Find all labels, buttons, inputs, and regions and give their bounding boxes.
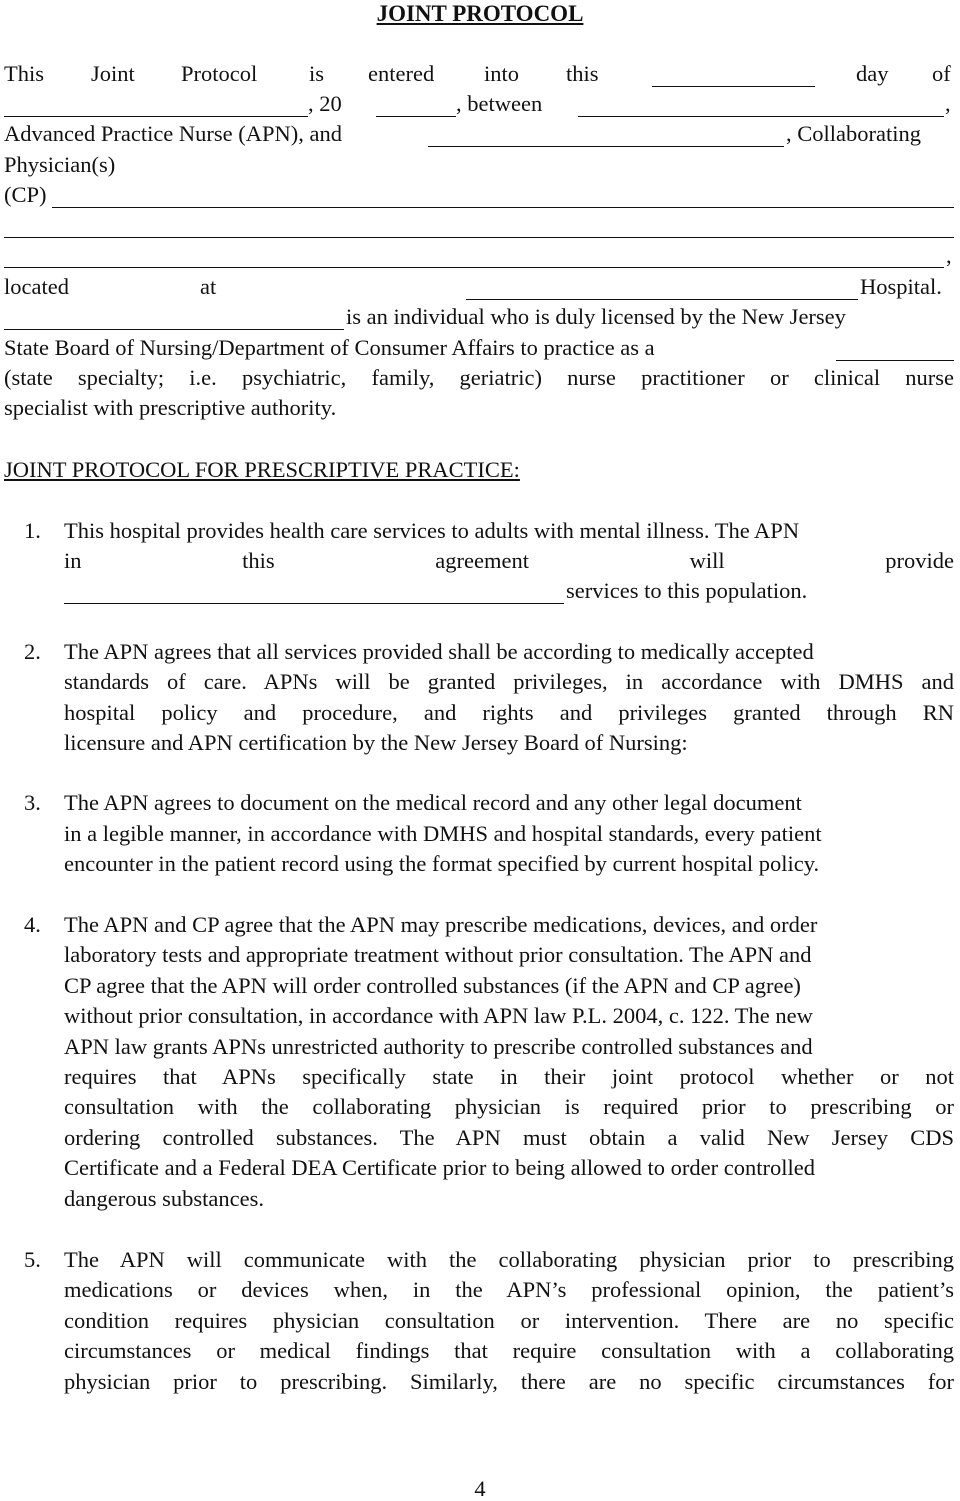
- intro-word: of: [932, 61, 951, 86]
- cp-blank-2[interactable]: [4, 237, 954, 238]
- item-number: 3.: [24, 790, 41, 815]
- item-line: medications or devices when, in the APN’s professional opinion, the patient’s: [64, 1277, 954, 1302]
- page-number: 4: [474, 1476, 486, 1501]
- item-line: The APN and CP agree that the APN may prescribe medications, devices, and order: [64, 912, 818, 937]
- item-line: in this agreement will provide: [64, 548, 954, 573]
- item-line: licensure and APN certification by the New Jersey Board of Nursing:: [64, 730, 688, 755]
- at-text: at: [200, 274, 217, 299]
- cp-blank-1[interactable]: [52, 207, 954, 208]
- item-number: 1.: [24, 518, 41, 543]
- cp-blank-3[interactable]: [4, 267, 944, 268]
- hospital-text: Hospital.: [860, 274, 942, 299]
- item-line: circumstances or medical findings that require consultation with a collaborating: [64, 1338, 954, 1363]
- year-blank[interactable]: [376, 116, 456, 117]
- between-text: , between: [456, 91, 543, 116]
- services-blank[interactable]: [64, 603, 564, 604]
- section-heading: JOINT PROTOCOL FOR PRESCRIPTIVE PRACTICE:: [4, 457, 520, 482]
- intro-word: Joint: [91, 61, 135, 86]
- year-prefix: , 20: [308, 91, 342, 116]
- apn-text: Advanced Practice Nurse (APN), and: [4, 121, 343, 146]
- intro-word: into: [484, 61, 520, 86]
- intro-word: day: [856, 61, 889, 86]
- day-blank[interactable]: [652, 86, 815, 87]
- comma: ,: [946, 243, 952, 268]
- item-number: 5.: [24, 1247, 41, 1272]
- apn-name-blank[interactable]: [578, 116, 944, 117]
- intro-word: is: [309, 61, 325, 86]
- item-line: services to this population.: [566, 578, 808, 603]
- item-line: The APN agrees to document on the medical record and any other legal document: [64, 790, 802, 815]
- item-line: encounter in the patient record using the format specified by current hospital policy.: [64, 851, 820, 876]
- hospital-blank[interactable]: [466, 299, 858, 300]
- item-line: laboratory tests and appropriate treatment without prior consultation. The APN and: [64, 942, 812, 967]
- item-line: hospital policy and procedure, and rights and privileges granted through RN: [64, 700, 954, 725]
- item-line: The APN will communicate with the collaborating physician prior to prescribing: [64, 1247, 954, 1272]
- month-blank[interactable]: [4, 116, 308, 117]
- item-line: CP agree that the APN will order controlled substances (if the APN and CP agree): [64, 973, 801, 998]
- intro-word: entered: [368, 61, 435, 86]
- prescriptive-authority-text: specialist with prescriptive authority.: [4, 395, 337, 420]
- intro-word: this: [566, 61, 599, 86]
- physicians-text: Physician(s): [4, 152, 116, 177]
- comma: ,: [945, 91, 951, 116]
- intro-word: This: [4, 61, 45, 86]
- item-line: without prior consultation, in accordance with APN law P.L. 2004, c. 122. The new: [64, 1003, 813, 1028]
- specialty-text: (state specialty; i.e. psychiatric, family, geriatric) nurse practitioner or clinical nurse: [4, 365, 954, 390]
- item-line: ordering controlled substances. The APN must obtain a valid New Jersey CDS: [64, 1125, 954, 1150]
- item-line: standards of care. APNs will be granted privileges, in accordance with DMHS and: [64, 669, 954, 694]
- item-line: APN law grants APNs unrestricted authority to prescribe controlled substances and: [64, 1034, 813, 1059]
- intro-line-1: [4, 63, 44, 86]
- document-title: JOINT PROTOCOL: [376, 1, 584, 26]
- state-board-text: State Board of Nursing/Department of Consumer Affairs to practice as a: [4, 335, 655, 360]
- item-number: 4.: [24, 912, 41, 937]
- item-line: physician prior to prescribing. Similarly, there are no specific circumstances for: [64, 1369, 954, 1394]
- item-line: Certificate and a Federal DEA Certificate prior to being allowed to order controlled: [64, 1155, 815, 1180]
- item-line: condition requires physician consultation or intervention. There are no specific: [64, 1308, 954, 1333]
- intro-word: Protocol: [181, 61, 258, 86]
- collaborating-text: , Collaborating: [786, 121, 921, 146]
- licensed-text: is an individual who is duly licensed by the New Jersey: [346, 304, 846, 329]
- item-number: 2.: [24, 639, 41, 664]
- cp-text: (CP): [4, 182, 47, 207]
- item-line: requires that APNs specifically state in their joint protocol whether or not: [64, 1064, 954, 1089]
- item-line: This hospital provides health care services to adults with mental illness. The APN: [64, 518, 800, 543]
- item-line: in a legible manner, in accordance with DMHS and hospital standards, every patient: [64, 821, 822, 846]
- physician-name-blank[interactable]: [428, 146, 784, 147]
- item-line: dangerous substances.: [64, 1186, 264, 1211]
- located-text: located: [4, 274, 69, 299]
- specialty-blank[interactable]: [836, 360, 954, 361]
- item-line: consultation with the collaborating physician is required prior to prescribing or: [64, 1094, 954, 1119]
- item-line: The APN agrees that all services provided shall be according to medically accepted: [64, 639, 814, 664]
- apn-individual-blank[interactable]: [4, 329, 344, 330]
